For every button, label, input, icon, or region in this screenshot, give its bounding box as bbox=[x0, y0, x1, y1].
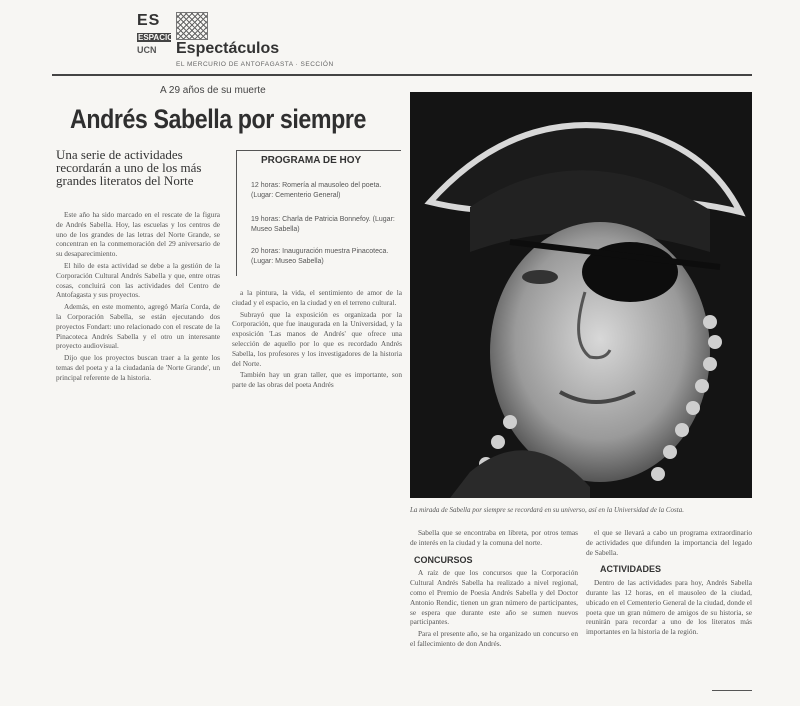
section-subtitle: EL MERCURIO DE ANTOFAGASTA · SECCIÓN bbox=[176, 61, 334, 68]
logo-mid-text: ESPACIO bbox=[138, 33, 174, 42]
portrait-photo bbox=[410, 92, 752, 498]
programa-box bbox=[236, 150, 401, 276]
paragraph: Dentro de las actividades para hoy, Andrés Sabella durante las 12 horas, en el mausoleo de la ciudad, ubicado en el Cementerio General de la ciudad, donde el poeta que un gran número de amigos de su historia, se reunirán para recordar a uno de los literatos más importantes en la historia de la región. bbox=[586, 578, 752, 637]
header-rule bbox=[52, 74, 752, 76]
paragraph: el que se llevará a cabo un programa extraordinario de actividades que difunden la importancia del legado de Sabella. bbox=[586, 528, 752, 557]
end-rule bbox=[712, 690, 752, 691]
portrait-illustration bbox=[410, 92, 752, 498]
logo bbox=[137, 12, 174, 64]
logo-top-text: ES bbox=[137, 12, 161, 29]
programa-item: 12 horas: Romería al mausoleo del poeta. (Lugar: Cementerio General) bbox=[251, 182, 382, 199]
paragraph: El hilo de esta actividad se debe a la gestión de la Corporación Cultural Andrés Sabella y que, entre otras cosas, concluirá con las actividades del Centro de Antofagasta y sus proyectos. bbox=[56, 260, 220, 300]
paragraph: A raíz de que los concursos que la Corporación Cultural Andrés Sabella ha realizado a nivel regional, como el Premio de Poesía Andrés Sabella y del Doctor Antonio Rendic, tienen un gran número de participantes, se espera que durante este año se sumen nuevos participantes. bbox=[410, 568, 578, 627]
paragraph: Este año ha sido marcado en el rescate de la figura de Andrés Sabella. Hoy, las escuelas y los centros de uno de los grandes de las letras del Norte Grande, se concentran en la conmemoración del 29 aniversario de su desaparecimiento. bbox=[56, 210, 220, 259]
programa-item: 20 horas: Inauguración muestra Pinacoteca. (Lugar: Museo Sabella) bbox=[251, 248, 389, 265]
logo-pattern-icon bbox=[176, 12, 208, 40]
paragraph: a la pintura, la vida, el sentimiento de amor de la ciudad y el espacio, en la ciudad y en el terreno cultural. bbox=[232, 288, 402, 307]
article-column-4 bbox=[586, 528, 752, 639]
photo-caption: La mirada de Sabella por siempre se recordará en su universo, así en la Universidad de la Costa. bbox=[410, 506, 684, 514]
section-title: Espectáculos bbox=[176, 40, 280, 57]
paragraph: Además, en este momento, agregó María Corda, de la Corporación Sabella, se están ejecutando dos proyectos Fondart: uno relacionado con el rescate de la Pinacoteca Andrés Sabella y el otro un interesante proyecto audiovisual. bbox=[56, 302, 220, 351]
paragraph: También hay un gran taller, que es importante, son parte de las obras del poeta Andrés bbox=[232, 370, 402, 390]
logo-bottom-text: UCN bbox=[137, 45, 157, 55]
paragraph: Sabella que se encontraba en libreta, por otros temas de interés en la ciudad y la comuna del norte. bbox=[410, 528, 578, 547]
kicker: A 29 años de su muerte bbox=[160, 85, 266, 96]
paragraph: Dijo que los proyectos buscan traer a la gente los temas del poeta y a la ciudadanía de 'Norte Grande', un principal referente de la historia. bbox=[56, 353, 220, 382]
concursos-title: CONCURSOS bbox=[414, 554, 473, 565]
programa-item: 19 horas: Charla de Patricia Bonnefoy. (Lugar: Museo Sabella) bbox=[251, 216, 395, 233]
headline: Andrés Sabella por siempre bbox=[70, 104, 366, 134]
paragraph: Para el presente año, se ha organizado un concurso en el fallecimiento de don Andrés. bbox=[410, 629, 578, 648]
article-column-2 bbox=[232, 288, 402, 392]
article-column-3 bbox=[410, 528, 578, 651]
paragraph: Subrayó que la exposición es organizada por la Corporación, que fue inaugurada en la Universidad, y la exposición 'Las manos de Andrés' que ofrece una selección de aquello por lo que es recordado Andrés Sabella, los profesores y los investigadores de la historia del Norte. bbox=[232, 309, 402, 368]
actividades-title: ACTIVIDADES bbox=[600, 564, 662, 575]
deck: Una serie de actividades recordarán a uno de los más grandes literatos del Norte bbox=[56, 147, 202, 188]
programa-title: PROGRAMA DE HOY bbox=[261, 155, 362, 166]
article-column-1 bbox=[56, 210, 220, 385]
